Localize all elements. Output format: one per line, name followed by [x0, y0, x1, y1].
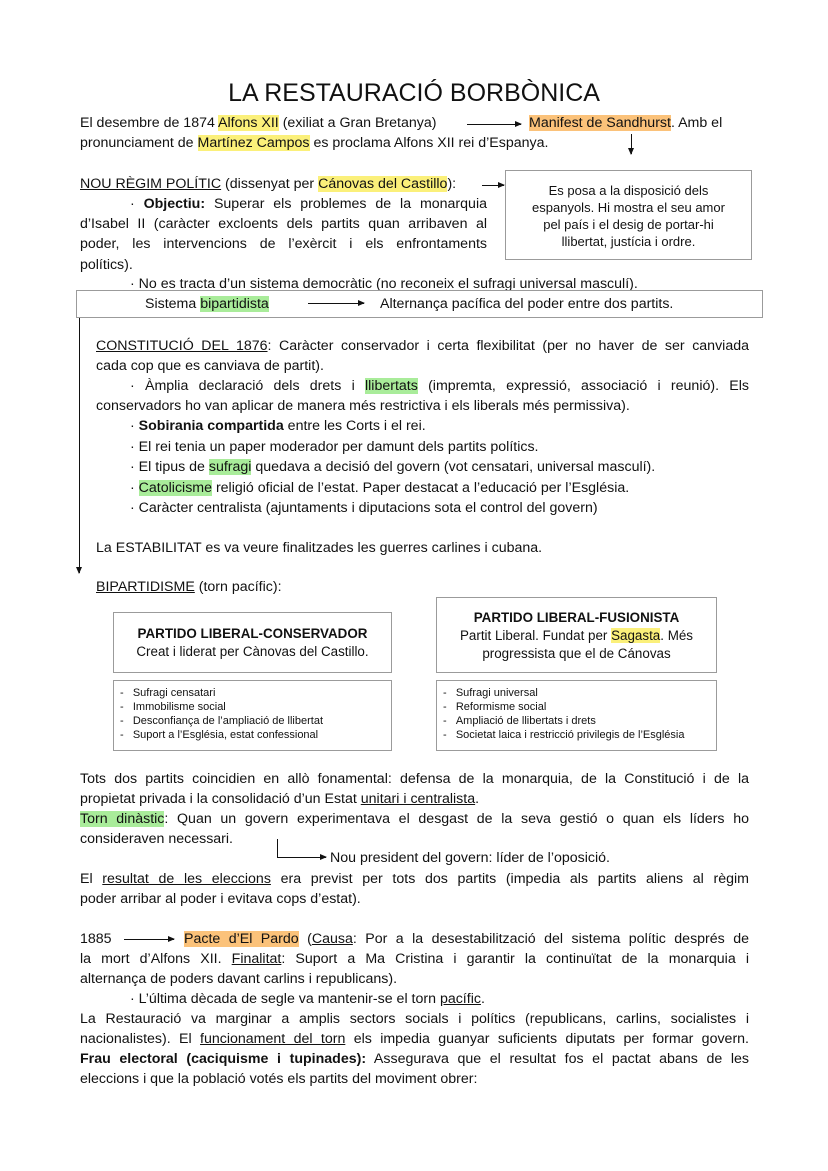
- highlight-pacte: Pacte d’El Pardo: [184, 931, 299, 947]
- arrow-to-manifest: [467, 124, 521, 125]
- drets-line-1: · Àmplia declaració dels drets i llibertats (impremta, expressió, associació i reunió). Els: [130, 378, 749, 394]
- list-item: - Sufragi censatari: [120, 687, 216, 699]
- pardo-line-4: · L’última dècada de segle va mantenir-se el torn pacífic.: [130, 991, 485, 1007]
- torn-line-2: consideraven necessari.: [80, 831, 233, 847]
- torn-connector-v: [277, 839, 278, 857]
- torn-line-1: Torn dinàstic: Quan un govern experimentava el desgast de la seva gestió o quan els líders ho: [80, 811, 749, 827]
- objectiu-line-1: · Objectiu: Superar els problemes de la monarquia: [130, 196, 487, 212]
- sobirania: · Sobirania compartida entre les Corts i el rei.: [130, 418, 426, 434]
- highlight-alfons: Alfons XII: [218, 115, 279, 131]
- list-item: - Sufragi universal: [443, 687, 538, 699]
- side-note-box: Es posa a la disposició dels espanyols. Hi mostra el seu amor pel país i el desig de portar-hi llibertat, justícia i ordre.: [505, 170, 752, 260]
- intro-line-2: pronunciament de Martínez Campos es proclama Alfons XII rei d’Espanya.: [80, 135, 549, 151]
- arrow-down-manifest: [631, 134, 632, 154]
- highlight-sagasta: Sagasta: [611, 628, 661, 643]
- nou-president: Nou president del govern: líder de l’oposició.: [330, 850, 610, 866]
- arrow-to-note: [482, 185, 504, 186]
- left-connector: [79, 318, 80, 573]
- liberal-list-box: [436, 680, 717, 751]
- sufragi-line: · El tipus de sufragi quedava a decisió del govern (vot censatari, universal masculí).: [130, 459, 656, 475]
- pardo-line-1: Pacte d’El Pardo (Causa: Por a la desestabilització del sistema polític després de: [184, 931, 749, 947]
- highlight-catolicisme: Catolicisme: [138, 480, 212, 496]
- highlight-bipartidista: bipartidista: [200, 296, 269, 312]
- bipartidisme-heading: BIPARTIDISME (torn pacífic):: [96, 579, 282, 595]
- catolicisme-line: · Catolicisme religió oficial de l’estat. Paper destacat a l’educació per l’Església.: [130, 480, 630, 496]
- sistema-label: Sistema bipartidista: [145, 296, 269, 312]
- highlight-llibertats: llibertats: [364, 378, 418, 394]
- conservador-list-box: [113, 680, 392, 751]
- list-item: - Suport a l’Església, estat confessional: [120, 729, 319, 741]
- list-item: - Reformisme social: [443, 701, 547, 713]
- rei-moderador: · El rei tenia un paper moderador per damunt dels partits polítics.: [130, 439, 539, 455]
- torn-connector-arrow: [277, 857, 326, 858]
- intro-line-1-end: Manifest de Sandhurst. Amb el: [529, 115, 723, 131]
- list-item: - Desconfiança de l’ampliació de llibertat: [120, 715, 324, 727]
- liberal-box: PARTIDO LIBERAL-FUSIONISTA Partit Liberal. Fundat per Sagasta. Més progressista que el de Cánovas: [436, 597, 717, 673]
- highlight-martinez: Martínez Campos: [197, 135, 310, 151]
- centralista: · Caràcter centralista (ajuntaments i diputacions sota el control del govern): [130, 500, 598, 516]
- resultat-line-2: poder arribar al poder i evitava cops d’estat).: [80, 891, 361, 907]
- list-item: - Immobilisme social: [120, 701, 226, 713]
- list-item: - Societat laica i restricció privilegis de l’Església: [443, 729, 685, 741]
- pardo-line-2: la mort d’Alfons XII. Finalitat: Suport a Ma Cristina i garantir la continuïtat de la monarquia i: [80, 951, 750, 967]
- regim-heading: NOU RÈGIM POLÍTIC (dissenyat per Cánovas del Castillo):: [80, 176, 457, 192]
- arrow-sistema: [308, 303, 364, 304]
- highlight-manifest: Manifest de Sandhurst: [529, 115, 671, 131]
- pardo-year: 1885: [80, 931, 112, 947]
- frau-line-1: Frau electoral (caciquisme i tupinades): Assegurava que el resultat fos el pactat abans de les: [80, 1051, 749, 1067]
- estabilitat: La ESTABILITAT es va veure finalitzades les guerres carlines i cubana.: [96, 540, 543, 556]
- objectiu-line-3: poder, les intervencions de l’exèrcit i els enfrontaments: [80, 236, 487, 252]
- constitucio-line-2: cada cop que es canviava de partit).: [96, 358, 324, 374]
- alternanca: Alternança pacífica del poder entre dos partits.: [380, 296, 674, 312]
- constitucio-line-1: CONSTITUCIÓ DEL 1876: Caràcter conservador i certa flexibilitat (per no haver de ser canviada: [96, 338, 749, 354]
- objectiu-line-4: polítics).: [80, 257, 133, 273]
- resultat-line-1: El resultat de les eleccions era previst per tots dos partits (impedia als partits aliens al règim: [80, 871, 749, 887]
- objectiu-line-2: d’Isabel II (caràcter excloents dels partits quan arribaven al: [80, 216, 487, 232]
- arrow-pardo: [124, 939, 174, 940]
- list-item: - Ampliació de llibertats i drets: [443, 715, 596, 727]
- conservador-box: PARTIDO LIBERAL-CONSERVADOR Creat i liderat per Cànovas del Castillo.: [113, 612, 392, 673]
- marginar-line-2: nacionalistes). El funcionament del torn els impedia guanyar suficients diputats per formar govern.: [80, 1031, 750, 1047]
- page-title: LA RESTAURACIÓ BORBÒNICA: [228, 79, 600, 107]
- coincidien-line-2: propietat privada i la consolidació d’un Estat unitari i centralista.: [80, 791, 480, 807]
- no-democratic: · No es tracta d’un sistema democràtic (no reconeix el sufragi universal masculí).: [130, 276, 638, 292]
- marginar-line-1: La Restauració va marginar a amplis sectors socials i polítics (republicans, carlins, socialistes i: [80, 1011, 749, 1027]
- drets-line-2: conservadors ho van aplicar de manera més restrictiva i els liberals més permissiva).: [96, 398, 630, 414]
- highlight-canovas: Cánovas del Castillo: [318, 176, 448, 192]
- coincidien-line-1: Tots dos partits coincidien en allò fonamental: defensa de la monarquia, de la Constitució i de la: [80, 771, 749, 787]
- intro-line-1: El desembre de 1874 Alfons XII (exiliat a Gran Bretanya): [80, 115, 437, 131]
- pardo-line-3: alternança de poders davant carlins i republicans).: [80, 971, 398, 987]
- frau-line-2: eleccions i que la població votés els partits del moviment obrer:: [80, 1071, 478, 1087]
- highlight-sufragi: sufragi: [208, 459, 252, 475]
- highlight-torn: Torn dinàstic: [80, 811, 165, 827]
